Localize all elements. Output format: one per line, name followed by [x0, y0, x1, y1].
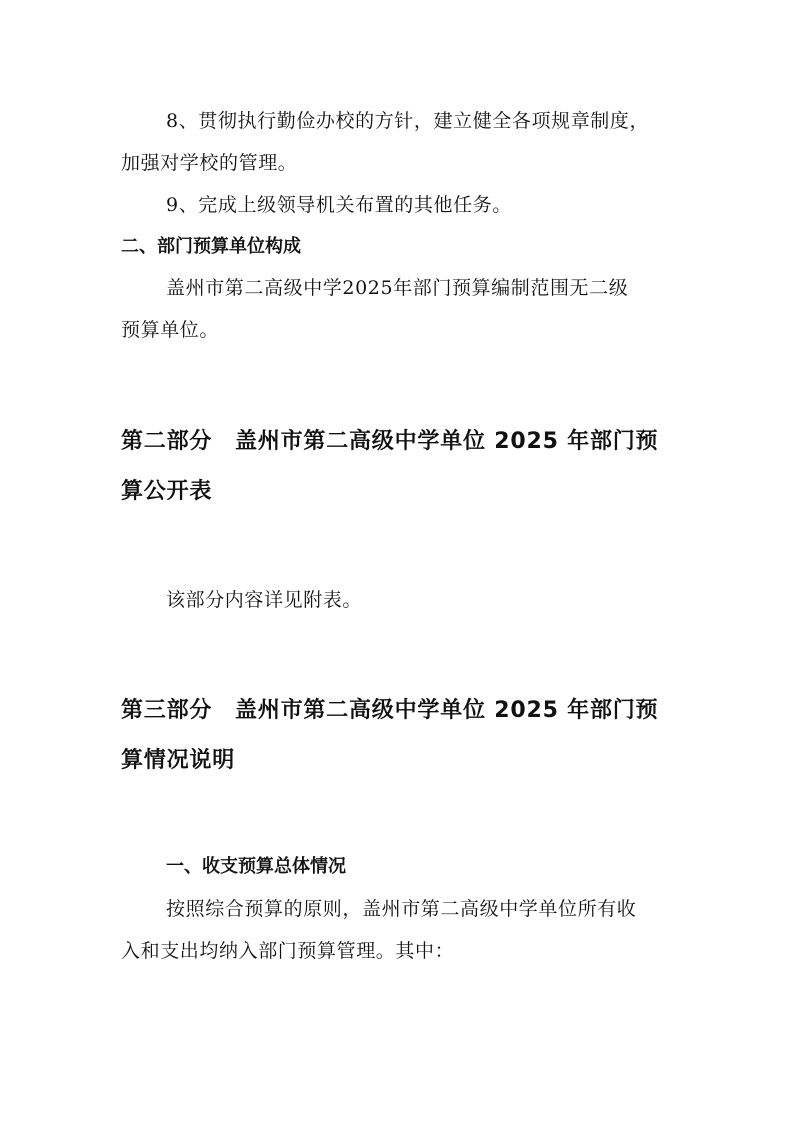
part3-title-line-2: 算情况说明: [121, 748, 236, 773]
section-units-paragraph-line-2: 预算单位。: [121, 319, 220, 341]
section-units-paragraph-line-1: 盖州市第二高级中学2025年部门预算编制范围无二级: [166, 277, 629, 299]
part3-paragraph-line-2: 入和支出均纳入部门预算管理。其中：: [121, 940, 455, 962]
part3-title-line-1: 第三部分 盖州市第二高级中学单位 2025 年部门预: [121, 698, 659, 723]
duty-item-8-line-2: 加强对学校的管理。: [121, 152, 298, 174]
section-units-heading: 二、部门预算单位构成: [121, 236, 301, 257]
duty-item-8-line-1: 8、贯彻执行勤俭办校的方针，建立健全各项规章制度，: [166, 110, 650, 132]
part2-title-line-2: 算公开表: [121, 479, 213, 504]
duty-item-9: 9、完成上级领导机关布置的其他任务。: [166, 194, 512, 216]
part3-paragraph-line-1: 按照综合预算的原则，盖州市第二高级中学单位所有收: [166, 898, 637, 920]
part2-title-line-1: 第二部分 盖州市第二高级中学单位 2025 年部门预: [121, 429, 659, 454]
part3-sub-heading: 一、收支预算总体情况: [166, 856, 346, 877]
part2-paragraph: 该部分内容详见附表。: [166, 589, 363, 611]
